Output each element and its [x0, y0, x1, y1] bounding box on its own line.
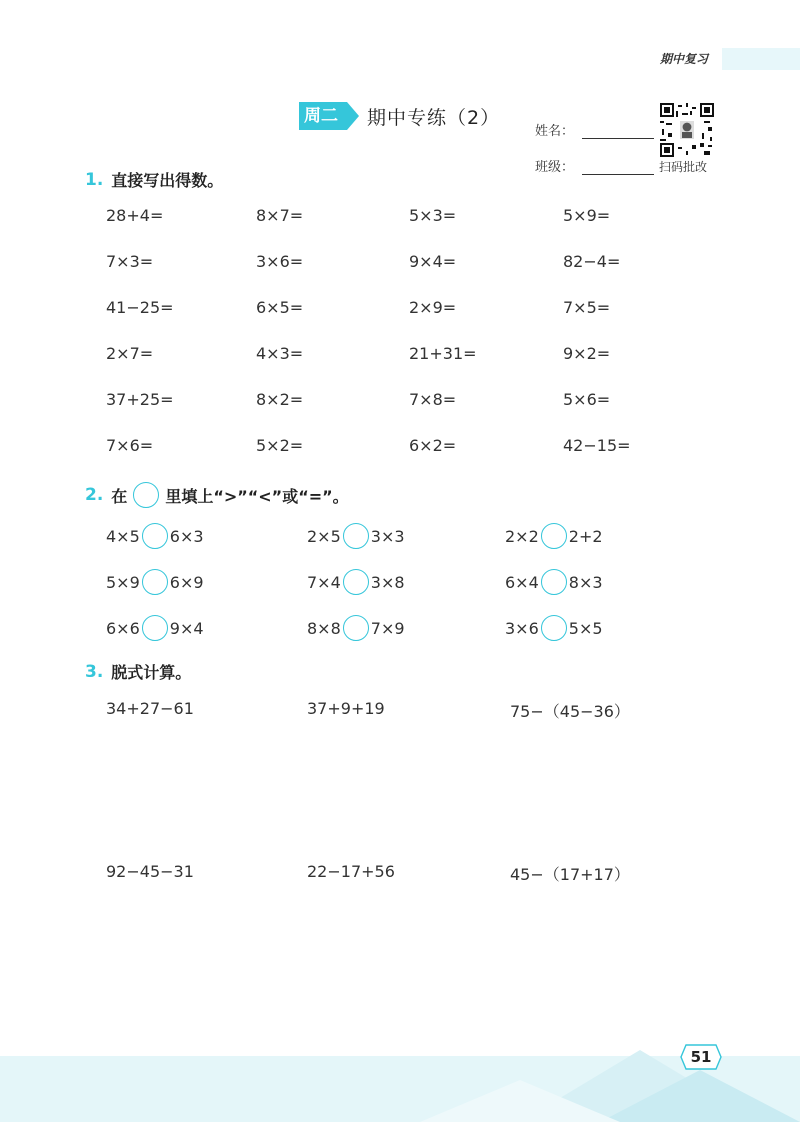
problem: 3×6= [256, 252, 304, 271]
problem: 7×3= [106, 252, 154, 271]
page-number: 51 [690, 1048, 712, 1066]
left-expr: 2×2 [505, 526, 539, 546]
problem: 7×8= [409, 390, 457, 409]
page-title [299, 100, 500, 132]
qr-code-icon[interactable] [660, 103, 714, 157]
problem: 37+25= [106, 390, 174, 409]
section3-number: 3. [85, 661, 104, 682]
name-line[interactable] [582, 126, 654, 139]
left-expr: 3×6 [505, 618, 539, 638]
problem: 6×2= [409, 436, 457, 455]
answer-circle-icon [133, 482, 159, 508]
calculation: 37+9+19 [307, 699, 385, 718]
comparison [307, 523, 405, 549]
right-expr: 6×3 [169, 526, 204, 546]
calculation: 45−（17+17） [510, 865, 630, 884]
problem: 6×5= [256, 298, 304, 317]
problem: 4×3= [256, 344, 304, 363]
answer-circle[interactable] [142, 615, 168, 641]
answer-circle[interactable] [541, 569, 567, 595]
problem: 41−25= [106, 298, 174, 317]
comparison [307, 615, 405, 641]
comparison [106, 569, 204, 595]
left-expr: 5×9 [106, 572, 140, 592]
comparison [505, 523, 603, 549]
comparison [307, 569, 405, 595]
right-expr: 9×4 [169, 618, 204, 638]
section3-title: 脱式计算。 [111, 663, 192, 682]
problem: 7×5= [563, 298, 611, 317]
left-expr: 8×8 [307, 618, 341, 638]
class-label: 班级： [535, 160, 575, 175]
section1-heading [85, 168, 223, 191]
right-expr: 2+2 [568, 526, 603, 546]
comparison [106, 523, 204, 549]
problem: 8×2= [256, 390, 304, 409]
problem: 5×2= [256, 436, 304, 455]
problem: 2×7= [106, 344, 154, 363]
qr-caption: 扫码批改 [659, 160, 708, 174]
class-field[interactable] [535, 156, 654, 175]
comparison [505, 569, 603, 595]
problem: 42−15= [563, 436, 631, 455]
left-expr: 2×5 [307, 526, 341, 546]
class-line[interactable] [582, 162, 654, 175]
right-expr: 3×8 [370, 572, 405, 592]
answer-circle[interactable] [142, 569, 168, 595]
right-expr: 6×9 [169, 572, 204, 592]
answer-circle[interactable] [343, 615, 369, 641]
calculation: 92−45−31 [106, 862, 194, 881]
problem: 5×6= [563, 390, 611, 409]
answer-circle[interactable] [142, 523, 168, 549]
answer-circle[interactable] [343, 569, 369, 595]
name-field[interactable] [535, 120, 654, 139]
left-expr: 6×4 [505, 572, 539, 592]
section1-title: 直接写出得数。 [111, 171, 224, 190]
calculation: 22−17+56 [307, 862, 395, 881]
problem: 8×7= [256, 206, 304, 225]
section-tab [646, 48, 800, 70]
problem: 2×9= [409, 298, 457, 317]
left-expr: 6×6 [106, 618, 140, 638]
name-label: 姓名： [535, 124, 575, 139]
title-text: 期中专练（2） [367, 106, 501, 129]
comparison [505, 615, 603, 641]
right-expr: 5×5 [568, 618, 603, 638]
problem: 28+4= [106, 206, 164, 225]
problem: 82−4= [563, 252, 621, 271]
section3-heading [85, 660, 191, 683]
section2-title-post: 里填上“>”“<”或“=”。 [165, 486, 349, 506]
page-number-badge [680, 1044, 722, 1070]
section2-number: 2. [85, 485, 104, 505]
section1-number: 1. [85, 169, 104, 190]
right-expr: 7×9 [370, 618, 405, 638]
answer-circle[interactable] [343, 523, 369, 549]
answer-circle[interactable] [541, 615, 567, 641]
right-expr: 8×3 [568, 572, 603, 592]
calculation: 34+27−61 [106, 699, 194, 718]
comparison [106, 615, 204, 641]
answer-circle[interactable] [541, 523, 567, 549]
calculation: 75−（45−36） [510, 702, 630, 721]
section2-title-pre: 在 [111, 486, 128, 506]
problem: 7×6= [106, 436, 154, 455]
problem: 5×9= [563, 206, 611, 225]
problem: 9×4= [409, 252, 457, 271]
section2-heading [85, 482, 349, 508]
left-expr: 7×4 [307, 572, 341, 592]
problem: 21+31= [409, 344, 477, 363]
problem: 9×2= [563, 344, 611, 363]
left-expr: 4×5 [106, 526, 140, 546]
problem: 5×3= [409, 206, 457, 225]
day-badge: 周二 [299, 102, 347, 130]
right-expr: 3×3 [370, 526, 405, 546]
section-tab-label: 期中复习 [646, 48, 722, 70]
